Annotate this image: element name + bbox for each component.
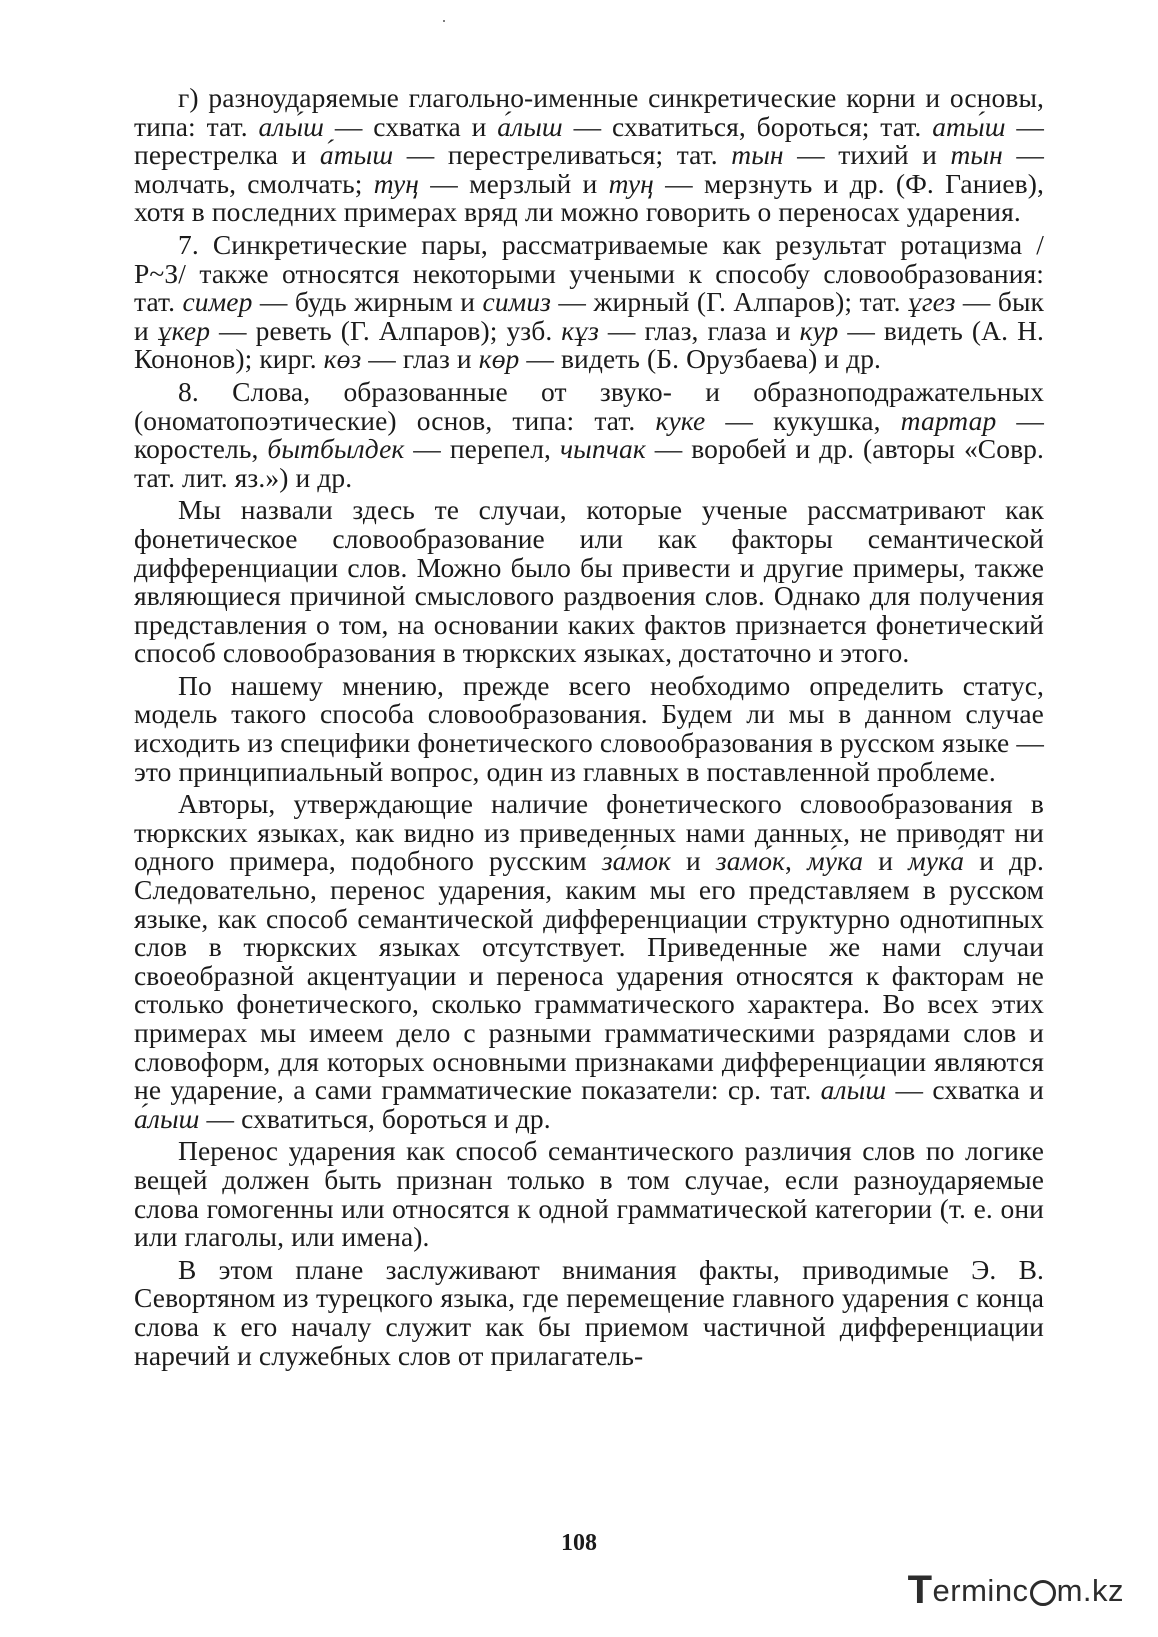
text-run: Мы назвали здесь те случаи, которые ученые рассматривают как фонетическое словообразование или как факторы семантической дифференциации слов. Можно было бы привести и другие примеры, также являющиеся причиной смыслового раздвоения слов. Однако для получения представления о том, на основании каких фактов признается фонетический способ словообразования в тюркских языках, достаточно и этого. bbox=[134, 494, 1044, 669]
example-word: ұкер bbox=[157, 314, 211, 346]
example-word: за́мок bbox=[601, 845, 671, 877]
watermark-text-main: erminc bbox=[932, 1572, 1029, 1608]
text-run: — глаз и bbox=[361, 343, 479, 375]
example-word: көр bbox=[478, 343, 520, 375]
paragraph bbox=[134, 1253, 1044, 1371]
example-word: куке bbox=[655, 404, 706, 436]
paragraph bbox=[134, 1137, 1044, 1251]
example-word: туң bbox=[373, 167, 420, 199]
example-word: мука́ bbox=[908, 845, 965, 877]
paragraph bbox=[134, 790, 1044, 1133]
example-word: а́лыш bbox=[134, 1102, 200, 1134]
example-word: симиз bbox=[482, 286, 552, 318]
text-run: — воробей и др. (авторы «Совр. тат. лит. яз.») и др. bbox=[134, 433, 1044, 493]
example-word: тын bbox=[950, 139, 1003, 171]
text-run: По нашему мнению, прежде всего необходимо определить статус, модель такого способа словообразования. Будем ли мы в данном случае исходить из специфики фонетического словообразования в русском языке — это принципиальный вопрос, один из главных в поставленной проблеме. bbox=[134, 669, 1044, 787]
text-run: — перестреливаться; тат. bbox=[393, 139, 732, 171]
example-word: чыпчак bbox=[559, 433, 646, 465]
text-run: и bbox=[863, 845, 909, 877]
text-run: — видеть (А. Н. Кононов); кирг. bbox=[134, 314, 1045, 375]
text-run: 7. Синкретические пары, рассматриваемые как результат ротацизма /Р~З/ также относятся некоторыми учеными к способу словообразования: тат. bbox=[134, 228, 1044, 318]
watermark-text-domain: m.kz bbox=[1056, 1572, 1124, 1608]
text-run: — жирный (Г. Алпаров); тат. bbox=[551, 286, 908, 318]
text-run: — глаз, глаза и bbox=[598, 314, 800, 346]
text-run: и bbox=[670, 845, 716, 877]
example-word: алы́ш bbox=[258, 110, 325, 142]
paragraph bbox=[134, 84, 1044, 227]
example-word: а́тыш bbox=[319, 139, 394, 171]
example-word: көз bbox=[323, 343, 362, 375]
text-run: — схватка и bbox=[886, 1074, 1044, 1106]
scan-speck bbox=[443, 20, 445, 22]
text-run: г) разноударяемые глагольно-именные синкретические корни и основы, типа: тат. bbox=[134, 82, 1044, 142]
text-run: — схватка и bbox=[324, 110, 498, 142]
text-run: — бык и bbox=[134, 286, 1044, 346]
example-word: а́лыш bbox=[497, 110, 563, 142]
text-run: — тихий и bbox=[783, 139, 951, 171]
text-run: — кукушка, bbox=[705, 404, 901, 436]
text-run: — схватиться, бороться; тат. bbox=[562, 110, 933, 142]
text-run: — перепел, bbox=[404, 433, 560, 465]
text-run: — коростель, bbox=[134, 404, 1045, 465]
example-word: му́ка bbox=[807, 845, 864, 877]
paragraph bbox=[134, 669, 1044, 787]
text-run: — будь жирным и bbox=[252, 286, 483, 318]
watermark-o-icon bbox=[1030, 1580, 1056, 1606]
example-word: симер bbox=[182, 286, 253, 318]
text-run: — мерзлый и bbox=[419, 167, 609, 199]
example-word: аты́ш bbox=[932, 110, 1006, 142]
text-run: — мерзнуть и др. (Ф. Ганиев), хотя в последних примерах вряд ли можно говорить о переносах ударения. bbox=[134, 167, 1044, 228]
text-run: и др. Следовательно, перенос ударения, каким мы его представляем в русском языке, как способ семантической дифференциации структурно однотипных слов в тюркских языках отсутствует. Приведенные же нами случаи своеобразной акцентуации и переноса ударения относятся к факторам не столько фонетического, сколько грамматического характера. Во всех этих примерах мы имеем дело с разными грамматическими разрядами слов и словоформ, для которых основными признаками дифференциации являются не ударение, а сами грамматические показатели: ср. тат. bbox=[134, 845, 1044, 1106]
text-run: , bbox=[785, 845, 808, 877]
example-word: бытбылдек bbox=[267, 433, 405, 465]
text-run: — схватиться, бороться и др. bbox=[199, 1102, 551, 1134]
termincom-watermark bbox=[908, 1568, 1124, 1613]
paragraph bbox=[134, 228, 1045, 375]
text-run: Авторы, утверждающие наличие фонетического словообразования в тюркских языках, как видно из приведенных нами данных, не приводят ни одного примера, подобного русским bbox=[134, 788, 1044, 877]
text-run: — видеть (Б. Орузбаева) и др. bbox=[519, 343, 882, 375]
example-word: замо́к bbox=[715, 845, 786, 877]
example-word: ұгез bbox=[907, 286, 956, 318]
example-word: кур bbox=[799, 314, 839, 346]
text-run: 8. Слова, образованные от звуко- и образноподражательных (ономатопоэтические) основ, типа: тат. bbox=[134, 375, 1044, 436]
paragraph bbox=[134, 496, 1044, 668]
text-run: Перенос ударения как способ семантического различия слов по логике вещей должен быть признан только в том случае, если разноударяемые слова гомогенны или относятся к одной грамматической категории (т. е. они или глаголы, или имена). bbox=[134, 1135, 1044, 1253]
watermark-letter-t: T bbox=[907, 1568, 933, 1612]
page-number: 108 bbox=[561, 1530, 597, 1556]
body-text bbox=[134, 84, 1044, 1370]
example-word: кұз bbox=[561, 314, 599, 346]
text-run: В этом плане заслуживают внимания факты, приводимые Э. В. Севортяном из турецкого языка, где перемещение главного ударения с конца слова к его началу служит как бы приемом частичной дифференциации наречий и служебных слов от прилагатель- bbox=[134, 1253, 1044, 1371]
text-run: — молчать, смолчать; bbox=[134, 139, 1044, 199]
example-word: тын bbox=[731, 139, 784, 171]
text-run: — перестрелка и bbox=[134, 110, 1045, 171]
paragraph bbox=[134, 375, 1045, 493]
example-word: туң bbox=[608, 167, 654, 199]
text-run: — реветь (Г. Алпаров); узб. bbox=[210, 314, 562, 346]
example-word: алы́ш bbox=[820, 1074, 887, 1106]
example-word: тартар bbox=[900, 404, 997, 436]
